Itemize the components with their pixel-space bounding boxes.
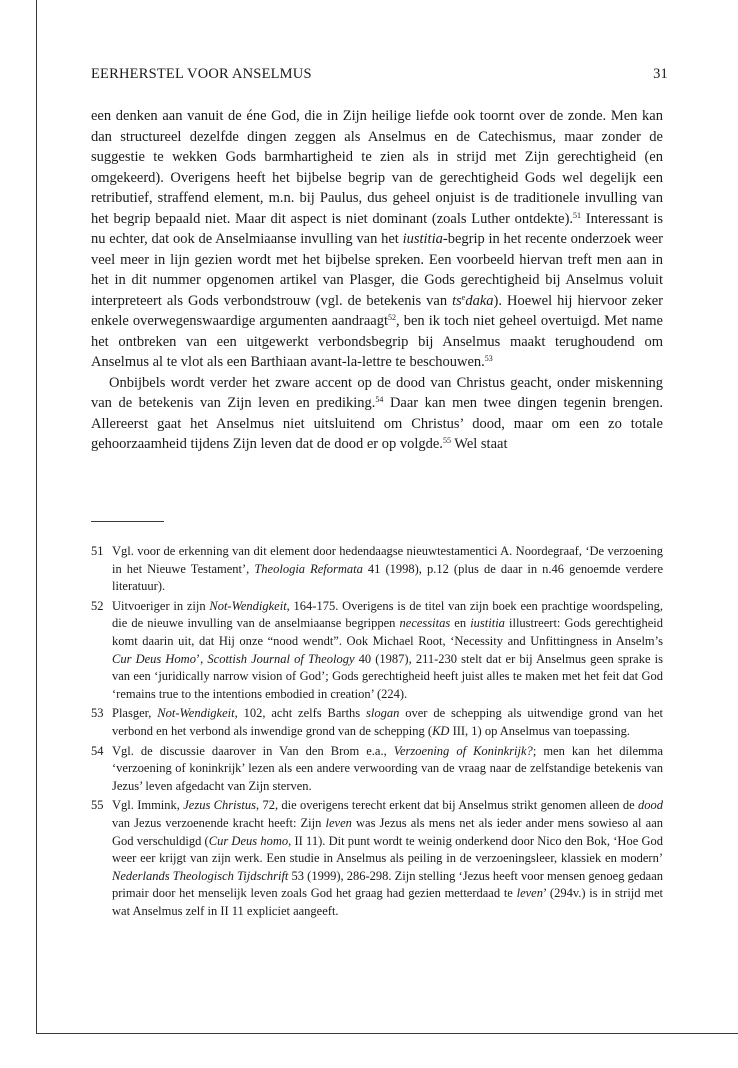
footnote-text: Vgl. voor de erkenning van dit element door hedendaagse nieuwtestamentici A. Noordegraaf, ‘De verzoening in het Nieuwe Testament’, Theologia Reformata 41 (1998), p.12 (plus de daar in n.46 genoemde verdere literatuur). [112,544,663,594]
footnote-ref-51[interactable]: 51 [573,210,582,220]
page-bottom-edge [36,1033,738,1034]
footnote-text: Plasger, Not-Wendigkeit, 102, acht zelfs Barths slogan over de schepping als uitwendige grond van het verbond en het verbond als inwendige grond van de schepping (KD III, 1) op Anselmus van toepassing. [112,706,663,738]
footnote-number: 51 [91,544,104,558]
footnote-number: 54 [91,743,104,758]
footnote-text: Vgl. de discussie daarover in Van den Brom e.a., Verzoening of Koninkrijk?; men kan het dilemma ‘verzoening of koninkrijk’ lezen als een andere verwoording van de vraag naar de zelfstandige betekenis van Jezus’ leven afgedacht van Zijn sterven. [112,743,663,793]
footnote-number: 52 [91,598,104,613]
footnote-number: 53 [91,706,104,721]
footnote-55 [91,797,663,920]
footnotes [91,543,663,922]
footnote-text: Vgl. Immink, Jezus Christus, 72, die overigens terecht erkent dat bij Anselmus strikt genomen alleen de dood van Jezus verzoenende kracht heeft: Zijn leven was Jezus als mens net als ieder ander mens sowieso al aan God verschuldigd (Cur Deus homo, II 11). Dit punt wordt te weinig onderkend door Nico den Bok, ‘Hoe God weer eer krijgt van zijn werk. Een studie in Anselmus als peiling in de verzoeningsleer, klassiek en modern’ Nederlands Theologisch Tijdschrift 53 (1999), 286-298. Zijn stelling ‘Jezus heeft voor mensen genoeg gedaan primair door het menselijk leven zoals God het graag had gezien metterdaad te leven’ (294v.) is in strijd met wat Anselmus zelf in II 11 expliciet aangeeft. [112,798,664,918]
main-text [91,106,663,455]
paragraph-1: een denken aan vanuit de éne God, die in Zijn heilige liefde ook toornt over de zonde. Men kan dan structureel dezelfde dingen zeggen als Anselmus en de Catechismus, maar zonder de suggestie te wekken Gods barmhartigheid te zien als in strijd met Zijn gerechtigheid (en omgekeerd). Overigens heeft het bijbelse begrip van de gerechtigheid Gods wel degelijk een retributief, straffend element, m.n. bij Paulus, dus geheel onjuist is de traditionele invulling van het begrip bepaald niet. Maar dit aspect is niet dominant (zoals Luther ontdekte).$^{51}$ Interessant is nu echter, dat ook de Anselmiaanse invulling van het iustitia-begrip in het recente onderzoek weer veel meer in lijn gezien wordt met het bijbelse spreken. Een voorbeeld hiervan treft men aan in het in dit nummer opgenomen artikel van Plasger, die Gods gerechtigheid bij Anselmus voluit interpreteert als Gods verbondstrouw (vgl. de betekenis van $ts^edaka$). Hoewel hij hiervoor zeker enkele overwegenswaardige argumenten aandraagt$^{52}$, ben ik toch niet geheel overtuigd. Met name het ontbreken van een uitgewerkt verbondsbegrip bij Anselmus maakt terughoudend om Anselmus al te vlot als een Barthiaan avant-la-lettre te beschouwen.$^{53}$ [91,108,664,370]
footnote-separator [91,521,164,522]
footnote-ref-53[interactable]: 53 [484,354,493,363]
paragraph-2: Onbijbels wordt verder het zware accent op de dood van Christus geacht, onder miskenning van de betekenis van Zijn leven en prediking.$^{54}$ Daar kan men twee dingen tegenin brengen. Allereerst gaat het Anselmus niet uitsluitend om Christus’ dood, maar om een zo totale gehoorzaamheid tijdens Zijn leven dat de dood er op volgde.$^{55}$ Wel staat [91,374,663,452]
footnote-52 [91,598,663,704]
page-left-edge [36,0,37,1034]
footnote-ref-54[interactable]: 54 [375,395,384,404]
running-header [91,66,668,83]
footnote-54 [91,743,663,796]
page-number: 31 [653,66,668,82]
footnote-number: 55 [91,798,104,813]
footnote-51 [91,543,663,596]
footnote-ref-52[interactable]: 52 [388,313,396,322]
footnote-53 [91,705,663,740]
footnote-text: Uitvoeriger in zijn Not-Wendigkeit, 164-175. Overigens is de titel van zijn boek een prachtige woordspeling, die de nieuwe invulling van de anselmiaanse begrippen necessitas en iustitia illustreert: Gods gerechtigheid komt daarin uit, dat Hij onze “nood wendt”. Ook Michael Root, ‘Necessity and Unfittingness in Anselm’s Cur Deus Homo’, Scottish Journal of Theology 40 (1987), 211-230 stelt dat er bij Anselmus geen sprake is van een ‘juridically narrow vision of God’; Gods gerechtigheid heeft juist alles te maken met het feit dat God ‘remains true to the intentions embodied in creation’ (224). [112,598,663,701]
footnote-ref-55[interactable]: 55 [442,436,451,445]
running-title: EERHERSTEL VOOR ANSELMUS [91,66,312,82]
